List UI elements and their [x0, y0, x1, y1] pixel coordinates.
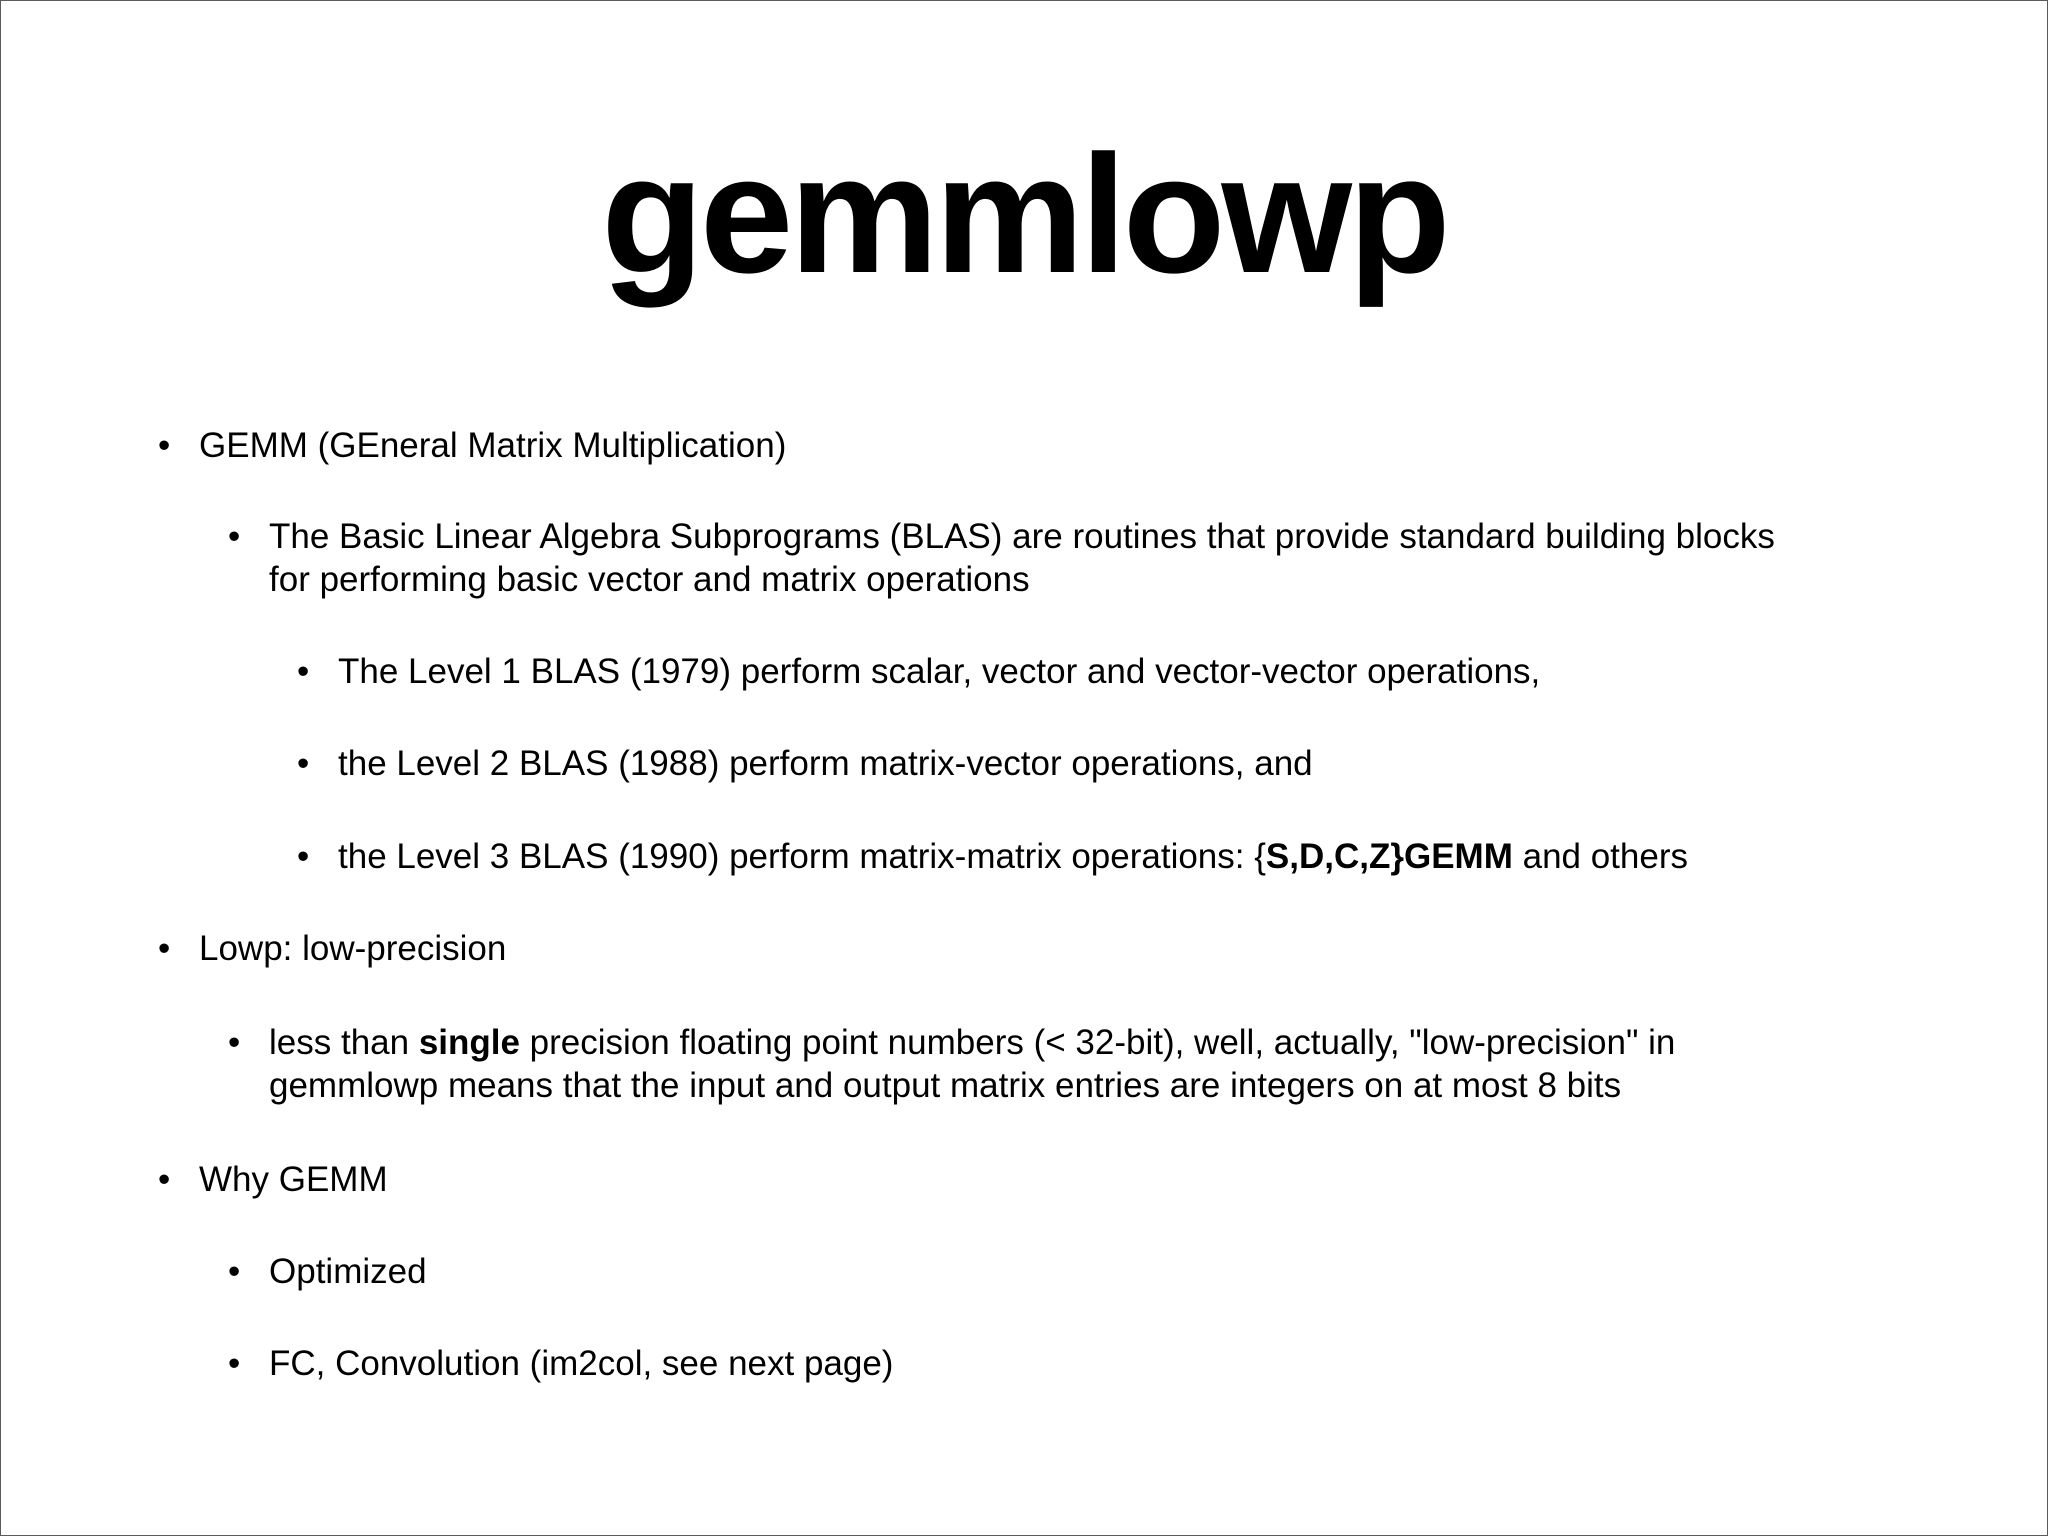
bullet-text-line2: gemmlowp means that the input and output matrix entries are integers on at most 8 bits [269, 1066, 1622, 1105]
bullet-icon: • [228, 1023, 241, 1062]
bullet-text-line1: The Basic Linear Algebra Subprograms (BLAS) are routines that provide standard building blocks [269, 517, 1775, 556]
bullet-item-level3 [297, 835, 1688, 878]
bullet-icon: • [158, 1160, 171, 1199]
bullet-text-suffix: precision floating point numbers (< 32-bit), well, actually, "low-precision" in [519, 1023, 1676, 1062]
bullet-item-fc-convolution [228, 1342, 894, 1385]
bullet-text-bold: S,D,C,Z}GEMM [1265, 837, 1513, 876]
bullet-text: FC, Convolution (im2col, see next page) [269, 1344, 894, 1383]
bullet-item-level2 [297, 742, 1313, 785]
bullet-icon: • [228, 517, 241, 556]
bullet-icon: • [158, 929, 171, 968]
bullet-icon: • [297, 652, 310, 691]
bullet-icon: • [297, 837, 310, 876]
bullet-text-suffix: and others [1512, 837, 1688, 876]
bullet-text-prefix: the Level 3 BLAS (1990) perform matrix-matrix operations: { [338, 837, 1266, 876]
bullet-item-why-gemm [158, 1158, 388, 1201]
bullet-item-optimized [228, 1250, 427, 1293]
bullet-text: Lowp: low-precision [199, 929, 507, 968]
bullet-item-precision [228, 1021, 1676, 1107]
bullet-text: The Level 1 BLAS (1979) perform scalar, vector and vector-vector operations, [338, 652, 1541, 691]
bullet-item-level1 [297, 650, 1541, 693]
bullet-text: Why GEMM [199, 1160, 388, 1199]
bullet-item-gemm [158, 424, 787, 467]
bullet-icon: • [228, 1252, 241, 1291]
bullet-icon: • [228, 1344, 241, 1383]
bullet-text-bold: single [418, 1023, 520, 1062]
bullet-text-prefix: less than [269, 1023, 419, 1062]
bullet-text: the Level 2 BLAS (1988) perform matrix-vector operations, and [338, 744, 1313, 783]
bullet-item-lowp [158, 927, 507, 970]
bullet-text-line2: for performing basic vector and matrix operations [269, 560, 1030, 599]
bullet-icon: • [297, 744, 310, 783]
bullet-text: GEMM (GEneral Matrix Multiplication) [199, 426, 787, 465]
bullet-item-blas [228, 515, 1775, 601]
bullet-icon: • [158, 426, 171, 465]
bullet-text: Optimized [269, 1252, 427, 1291]
slide-title: gemmlowp [601, 120, 1447, 308]
